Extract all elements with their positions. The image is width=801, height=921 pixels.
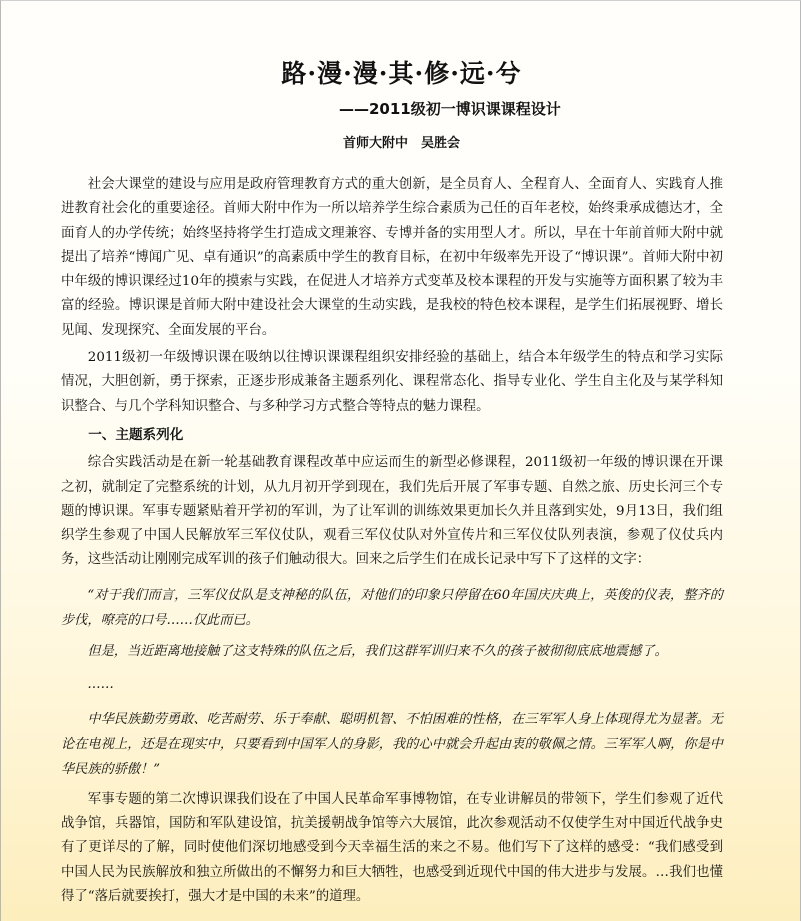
paragraph-2011-course: 2011级初一年级博识课在吸纳以往博识课课程组织安排经验的基础上，结合本年级学生的特点和学习实际情况，大胆创新，勇于探索，正逐步形成兼备主题系列化、课程常态化、指导专业化、学生自主化及与某学科知识整合、与几个学科知识整合、与多种学习方式整合等特点的魅力课程。 [61,350,723,414]
paragraph-intro: 社会大课堂的建设与应用是政府管理教育方式的重大创新，是全员育人、全程育人、全面育人、实践育人推进教育社会化的重要途径。首师大附中作为一所以培养学生综合素质为己任的百年老校，始终秉承成德达才，全面育人的办学传统；始终坚持将学生打造成文理兼容、专博并备的实用型人才。所以，早在十年前首师大附中就提出了培养“博闻广见、卓有通识”的高素质中学生的教育目标，在初中年级率先开设了“博识课”。首师大附中初中年级的博识课经过10年的摸索与实践，在促进人才培养方式变革及校本课程的开发与实施等方面积累了较为丰富的经验。博识课是首师大附中建设社会大课堂的生动实践，是我校的特色校本课程，是学生们拓展视野、增长见闻、发现探究、全面发展的平台。 [61,177,723,338]
document-subtitle: ——2011级初一博识课课程设计 [339,100,561,118]
document-title: 路·漫·漫·其·修·远·兮 [281,59,522,88]
quote-paragraph-2: 但是，当近距离地接触了这支特殊的队伍之后，我们这群军训归来不久的孩子被彻彻底底地震撼了。 [87,643,668,659]
section-heading: 一、主题系列化 [88,426,184,443]
quote-paragraph-3: 中华民族勤劳勇敢、吃苦耐劳、乐于奉献、聪明机智、不怕困难的性格，在三军军人身上体现得尤为显著。无论在电视上，还是在现实中，只要看到中国军人的身影，我的心中就会升起由衷的敬佩之情。三军军人啊，你是中华民族的骄傲！” [61,711,723,777]
document-author: 首师大附中 吴胜会 [342,136,460,151]
document-body [61,173,723,909]
quote-paragraph-1: “对于我们而言，三军仪仗队是支神秘的队伍，对他们的印象只停留在60年国庆庆典上，英俊的仪表，整齐的步伐，嘹亮的口号……仅此而已。 [61,587,723,628]
paragraph-military-museum: 军事专题的第二次博识课我们设在了中国人民革命军事博物馆，在专业讲解员的带领下，学生们参观了近代战争馆，兵器馆，国防和军队建设馆，抗美援朝战争馆等六大展馆，此次参观活动不仅使学生对中国近代战争史有了更详尽的了解，同时使他们深切地感受到今天幸福生活的来之不易。他们写下了这样的感受：“我们感受到中国人民为民族解放和独立所做出的不懈努力和巨大牺牲，也感受到近现代中国的伟大进步与发展。…我们也懂得了“落后就要挨打，强大才是中国的未来”的道理。 [61,791,723,904]
paragraph-military-topic: 综合实践活动是在新一轮基础教育课程改革中应运而生的新型必修课程，2011级初一年级的博识课在开课之初，就制定了完整系统的计划，从九月初开学到现在，我们先后开展了军事专题、自然之旅、历史长河三个专题的博识课。军事专题紧贴着开学初的军训，为了让军训的训练效果更加长久并且落到实处，9月13日，我们组织学生参观了中国人民解放军三军仪仗队，观看三军仪仗队对外宣传片和三军仪仗队列表演，参观了仪仗兵内务，这些活动让刚刚完成军训的孩子们触动很大。回来之后学生们在成长记录中写下了这样的文字： [61,455,723,568]
quote-ellipsis: …… [87,676,114,692]
